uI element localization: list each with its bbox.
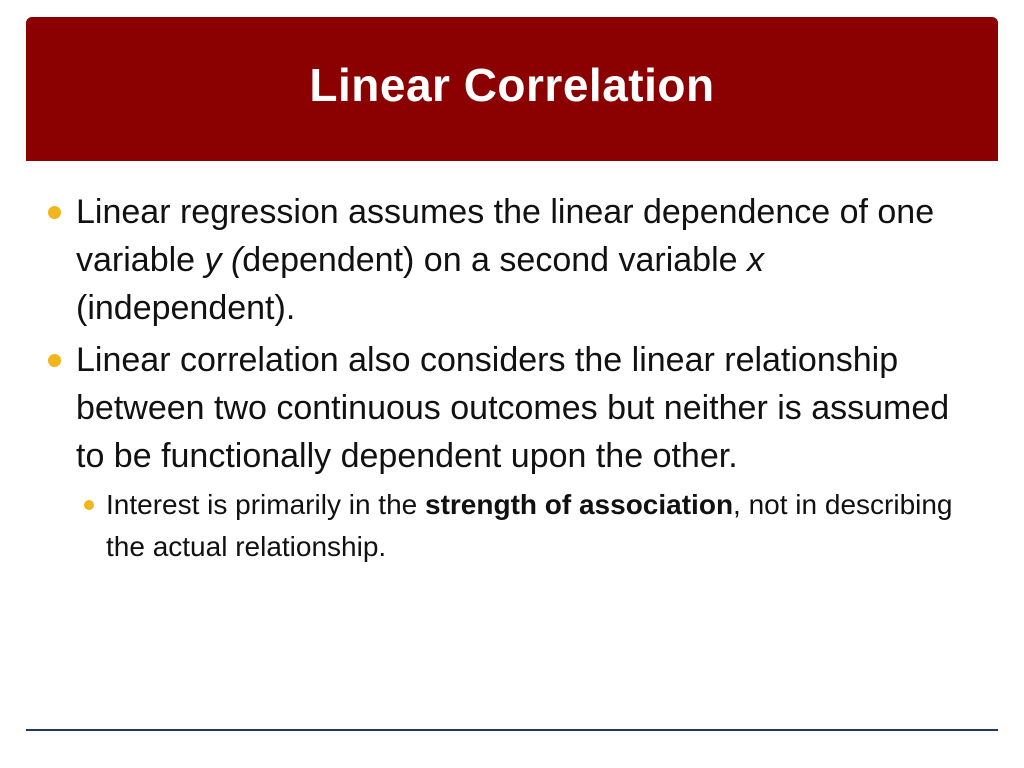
- bullet-text: dependent) on a second variable: [242, 241, 748, 279]
- bullet-text: (independent).: [76, 289, 296, 327]
- sub-bullet-item-1: [76, 484, 984, 568]
- bullet-text: Linear correlation also considers the linear relationship between two continuous outcomes but neither is assumed to be functionally dependent upon the other.: [76, 341, 950, 475]
- bullet-item-1: [44, 188, 984, 332]
- bullet-text: Linear regression assumes the linear dependence of one variable: [76, 193, 935, 279]
- variable-x: x: [747, 241, 765, 279]
- sub-bullet-dot-icon: [84, 500, 94, 510]
- emphasis-text: strength of association: [425, 489, 734, 520]
- variable-y: y (: [204, 241, 243, 279]
- sub-bullet-text: , not in describing the actual relationship.: [106, 489, 953, 562]
- bullet-item-2: [44, 336, 984, 480]
- slide-title: Linear Correlation: [309, 59, 715, 111]
- title-bar: [26, 17, 998, 161]
- bullet-dot-icon: [48, 206, 61, 219]
- footer-divider: [26, 729, 998, 731]
- bullet-dot-icon: [48, 354, 61, 367]
- slide-content: [44, 188, 984, 568]
- sub-bullet-text: Interest is primarily in the: [106, 489, 425, 520]
